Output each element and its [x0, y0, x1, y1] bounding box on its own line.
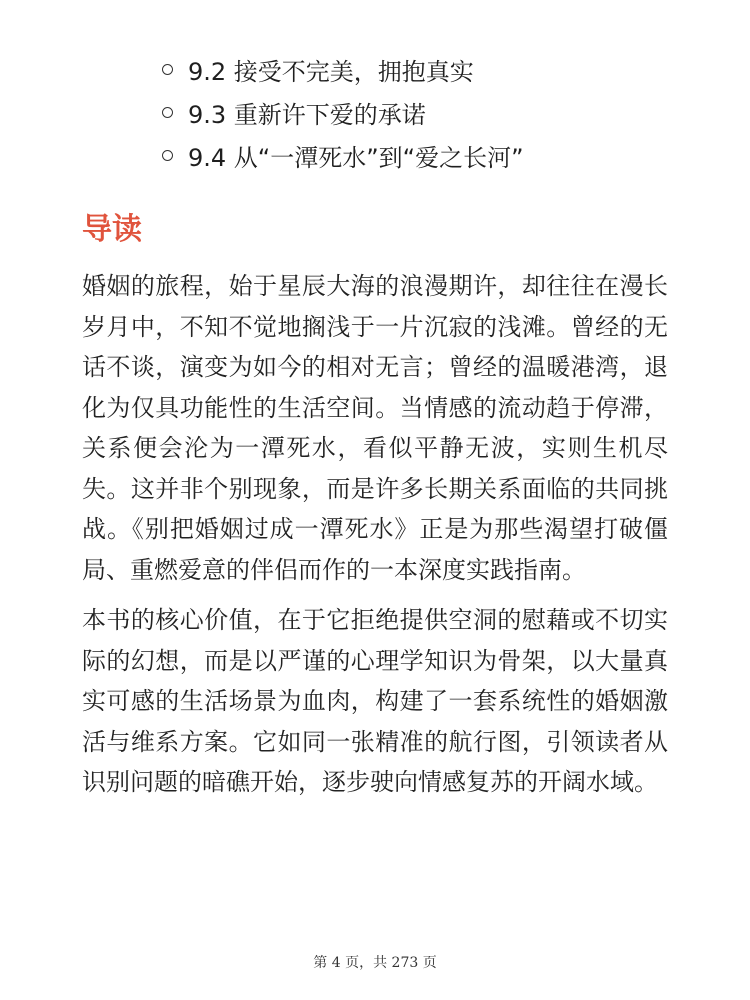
- paragraph: 本书的核心价值，在于它拒绝提供空洞的慰藉或不切实际的幻想，而是以严谨的心理学知识为骨架，以大量真实可感的生活场景为血肉，构建了一套系统性的婚姻激活与维系方案。它如同一张精准的航行图，引领读者从识别问题的暗礁开始，逐步驶向情感复苏的开阔水域。: [82, 606, 668, 796]
- toc-item-label: 9.3 重新许下爱的承诺: [188, 101, 426, 129]
- toc-item-label: 9.2 接受不完美，拥抱真实: [188, 58, 474, 86]
- page-number: 第 4 页，共 273 页: [313, 955, 437, 971]
- toc-item: [162, 134, 524, 177]
- hollow-circle-bullet-icon: [162, 150, 173, 161]
- table-of-contents: [162, 48, 524, 177]
- section-heading: 导读: [82, 212, 142, 247]
- toc-item-label: 9.4 从“一潭死水”到“爱之长河”: [188, 144, 524, 172]
- paragraph: 婚姻的旅程，始于星辰大海的浪漫期许，却往往在漫长岁月中，不知不觉地搁浅于一片沉寂的浅滩。曾经的无话不谈，演变为如今的相对无言；曾经的温暖港湾，退化为仅具功能性的生活空间。当情感的流动趋于停滞，关系便会沦为一潭死水，看似平静无波，实则生机尽失。这并非个别现象，而是许多长期关系面临的共同挑战。《别把婚姻过成一潭死水》正是为那些渴望打破僵局、重燃爱意的伴侣而作的一本深度实践指南。: [82, 272, 668, 584]
- hollow-circle-bullet-icon: [162, 107, 173, 118]
- hollow-circle-bullet-icon: [162, 64, 173, 75]
- body-text: [82, 266, 668, 813]
- toc-item: [162, 91, 524, 134]
- toc-item: [162, 48, 524, 91]
